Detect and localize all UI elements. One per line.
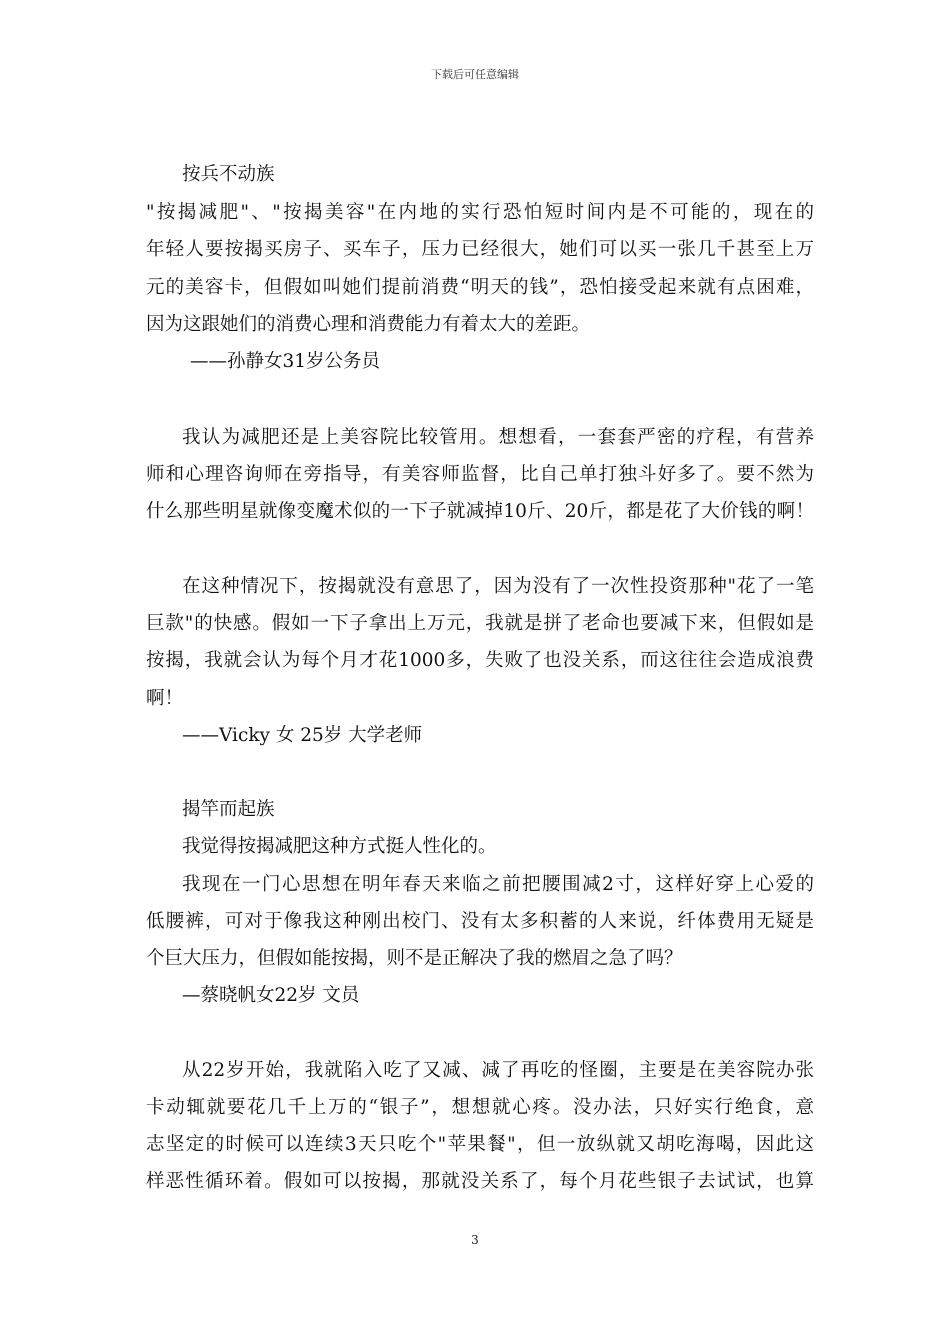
paragraph-line: 我现在一门心思想在明年春天来临之前把腰围减2寸，这样好穿上心爱的: [182, 874, 814, 895]
paragraph-line: 在这种情况下，按揭就没有意思了，因为没有了一次性投资那种"花了一笔: [182, 576, 814, 597]
paragraph-line: 从22岁开始，我就陷入吃了又减、减了再吃的怪圈，主要是在美容院办张: [182, 1060, 814, 1081]
paragraph-line: 师和心理咨询师在旁指导，有美容师监督，比自己单打独斗好多了。要不然为: [146, 464, 814, 485]
paragraph-line: 我觉得按揭减肥这种方式挺人性化的。: [182, 836, 497, 857]
attribution-line: ——孙静女31岁公务员: [190, 351, 381, 372]
section-heading: 揭竿而起族: [182, 799, 275, 820]
page-header: 下载后可任意编辑: [431, 68, 519, 81]
attribution-line: —蔡晓帆女22岁 文员: [182, 985, 360, 1006]
paragraph-line: 啊！: [146, 688, 184, 709]
section-heading: 按兵不动族: [182, 164, 275, 185]
paragraph-line: 年轻人要按揭买房子、买车子，压力已经很大，她们可以买一张几千甚至上万: [146, 239, 814, 260]
paragraph-line: 因为这跟她们的消费心理和消费能力有着太大的差距。: [146, 314, 591, 335]
paragraph-line: 志坚定的时候可以连续3天只吃个"苹果餐"，但一放纵就又胡吃海喝，因此这: [146, 1134, 814, 1155]
page-number: 3: [471, 1233, 479, 1247]
paragraph-line: 我认为减肥还是上美容院比较管用。想想看，一套套严密的疗程，有营养: [182, 427, 814, 448]
paragraph-line: 个巨大压力，但假如能按揭，则不是正解决了我的燃眉之急了吗？: [146, 948, 683, 969]
paragraph-line: 低腰裤，可对于像我这种刚出校门、没有太多积蓄的人来说，纤体费用无疑是: [146, 911, 814, 932]
paragraph-line: 样恶性循环着。假如可以按揭，那就没关系了，每个月花些银子去试试，也算: [146, 1171, 814, 1192]
attribution-line: ——Vicky 女 25岁 大学老师: [182, 725, 423, 746]
paragraph-line: "按揭减肥"、"按揭美容"在内地的实行恐怕短时间内是不可能的，现在的: [146, 202, 814, 223]
paragraph-line: 按揭，我就会认为每个月才花1000多，失败了也没关系，而这往往会造成浪费: [146, 650, 814, 671]
paragraph-line: 元的美容卡，但假如叫她们提前消费“明天的钱”，恐怕接受起来就有点困难，: [146, 277, 814, 298]
paragraph-line: 什么那些明星就像变魔术似的一下子就减掉10斤、20斤，都是花了大价钱的啊！: [146, 501, 814, 522]
paragraph-line: 卡动辄就要花几千上万的“银子”，想想就心疼。没办法，只好实行绝食，意: [146, 1097, 814, 1118]
paragraph-line: 巨款"的快感。假如一下子拿出上万元，我就是拼了老命也要减下来，但假如是: [146, 613, 814, 634]
